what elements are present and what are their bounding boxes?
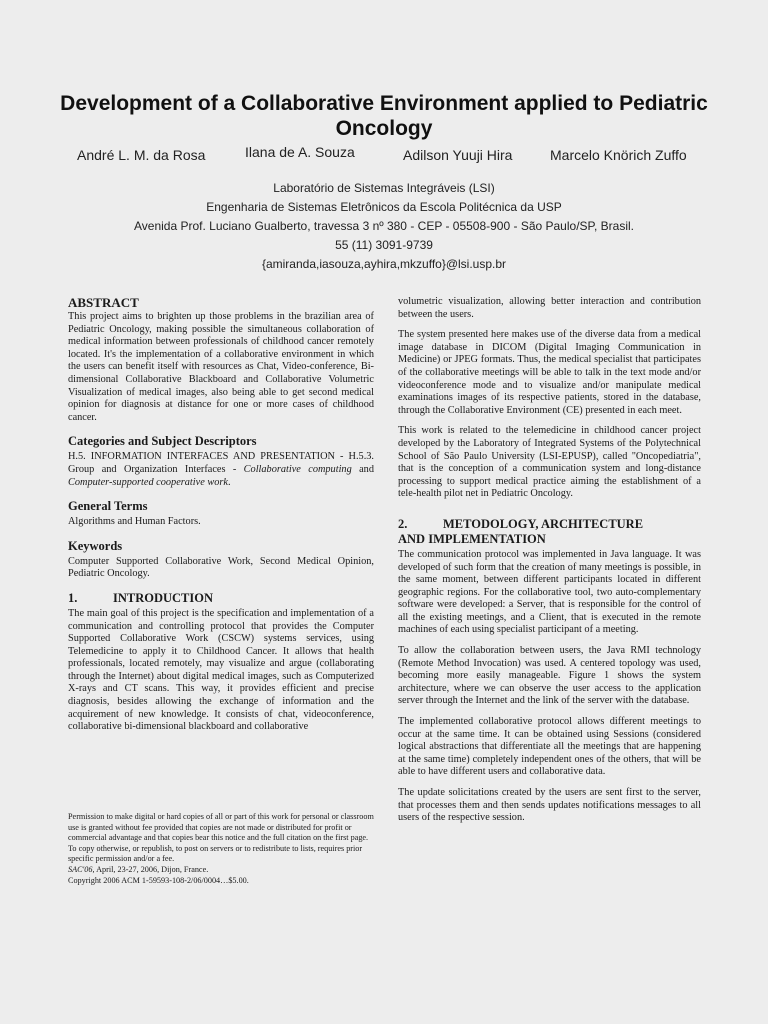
abstract-heading: ABSTRACT [68,295,139,310]
affiliation-address: Avenida Prof. Luciano Gualberto, travessa 3 nº 380 - CEP - 05508-900 - São Paulo/SP, Brasil. [133,219,634,233]
permission-text: Permission to make digital or hard copies of all or part of this work for personal or classroom use is granted without fee provided that copies are not made or distributed for profit or commercial advantage and that copies bear this notice and the full citation on the first page. To copy otherwise, or republish, to post on servers or to redistribute to lists, requires prior specific permission and/or a fee. [68,812,374,864]
affiliation-school: Engenharia de Sistemas Eletrônicos da Escola Politécnica da USP [206,200,562,214]
right-paragraph-2: The system presented here makes use of the diverse data from a medical image database in DICOM (Digital Imaging Communication in Medicine) or JPEG formats. Thus, the medical specialist that participates of the collaborative meetings will be able to talk in the text mode and/or videoconference mode and to visualize and/or manipulate medical examinations images of its respective patients, stored in the database, through the Collaborative Environment (CE) presented in each meet. [398,329,701,416]
paper-title: Development of a Collaborative Environment applied to Pediatric Oncology [60,92,708,140]
permission-notice [68,812,374,886]
right-paragraph-7: The update solicitations created by the users are sent first to the server, that processes them and then sends updates notifications messages to all users of the respective session. [398,787,701,824]
affiliation-block [40,179,728,274]
categories-text: H.5. INFORMATION INTERFACES AND PRESENTATION - H.5.3. Group and Organization Interfaces - Collaborative computing and Computer-supported cooperative work. [68,451,374,488]
right-paragraph-4: The communication protocol was implemented in Java language. It was developed of such form that the creation of many meetings is possible, in the same moment, between different participants located in different geographic regions. For the collaborative tool, two auto-complementary software were developed: a Server, that is responsible for the control of all the existing meetings, and a Client, that is executed in the remote machines of each using specialist participant of a meeting. [398,548,701,636]
affiliation-lab: Laboratório de Sistemas Integráveis (LSI) [273,181,495,195]
keywords-heading: Keywords [68,538,123,553]
right-paragraph-3: This work is related to the telemedicine in childhood cancer project developed by the Laboratory of Integrated Systems of the Polytechnical School of São Paulo University (LSI-EPUSP), called "Oncopediatria", that is the conception of a communication system and long-distance processing to support medical practice aiming the establishment of a tele-health pilot net in Pediatric Oncology. [398,425,701,500]
right-column [398,296,701,833]
introduction-text: The main goal of this project is the specification and implementation of a communication and controlling protocol that provides the Computer Supported Collaborative Work (CSCW) systems services, using Telemedicine to apply it to Childhood Cancer. It allows that health professionals, located remotely, may visualize and argue (collaborating through the Internet) about digital medical images, such as Computerized X-rays and CT scans. This way, it provides efficient and precise diagnosis, besides allowing the exchange of information and the acquirement of new knowledge. It consists of chat, videoconference, collaborative bi-dimensional blackboard and collaborative [68,607,374,733]
keywords-text: Computer Supported Collaborative Work, Second Medical Opinion, Pediatric Oncology. [68,555,374,580]
author-4: Marcelo Knörich Zuffo [550,147,687,163]
conference-line: SAC'06, April, 23-27, 2006, Dijon, France. [68,864,209,874]
affiliation-email: {amiranda,iasouza,ayhira,mkzuffo}@lsi.usp.br [261,257,507,271]
abstract-text: This project aims to brighten up those problems in the brazilian area of Pediatric Oncology, making possible the simultaneous collaboration of medical information between professionals of childhood cancer remotely located. It's the implementation of a collaborative environment in which the users can benefit itself with resources as Chat, Video-conference, Bi-dimensional Collaborative Blackboard and Collaborative Volumetric Visualization of medical images, also being able to get second medical opinion for diagnosis at distance for one or more cases of childhood cancer. [68,311,374,423]
left-column [68,295,374,742]
right-paragraph-5: To allow the collaboration between users, the Java RMI technology (Remote Method Invocation) was used. A centered topology was used, becoming more easily manageable. Figure 1 shows the system architecture, where we can observe the user access to the application server through the Internet and the link of the server with the database. [398,645,701,707]
right-paragraph-6: The implemented collaborative protocol allows different meetings to occur at the same time. It can be obtained using Sessions (considered logical abstractions that differentiate all the meetings that are happening at the same time) completely independent ones of the others, that will be able to have different users and collaborative data. [398,716,701,778]
author-1: André L. M. da Rosa [77,147,206,163]
author-2: Ilana de A. Souza [245,144,355,160]
author-3: Adilson Yuuji Hira [403,147,513,163]
affiliation-phone: 55 (11) 3091-9739 [335,238,433,252]
general-terms-heading: General Terms [68,499,148,514]
categories-heading: Categories and Subject Descriptors [68,434,257,449]
right-paragraph-1: volumetric visualization, allowing better interaction and contribution between the users. [398,296,701,320]
introduction-heading: 1. INTRODUCTION [68,590,214,605]
general-terms-text: Algorithms and Human Factors. [68,516,201,528]
copyright-line: Copyright 2006 ACM 1-59593-108-2/06/0004…$5.00. [68,875,249,885]
section-2-heading: 2. METODOLOGY, ARCHITECTURE AND IMPLEMENTATION [398,516,644,546]
